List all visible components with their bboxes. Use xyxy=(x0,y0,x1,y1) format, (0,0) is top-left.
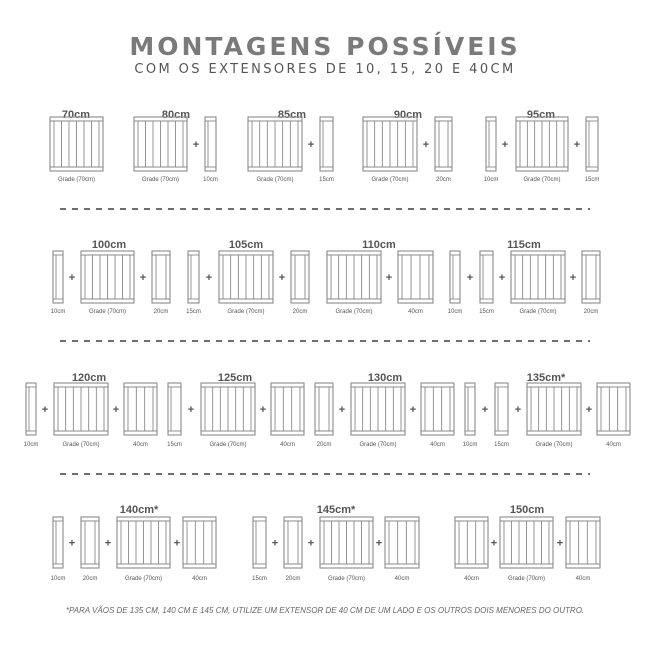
extension-panel xyxy=(566,517,600,582)
panel-caption: 10cm xyxy=(483,177,499,183)
assembly-width-label: 110cm xyxy=(362,239,396,251)
assembly-120cm xyxy=(24,372,157,448)
extension-panel xyxy=(186,251,201,315)
panel-caption: 20cm xyxy=(583,309,599,315)
panel-caption: 20cm xyxy=(316,442,332,448)
assembly-70cm xyxy=(50,109,103,183)
assembly-width-label: 115cm xyxy=(507,239,541,251)
gate-panel xyxy=(500,517,553,582)
panel-frame xyxy=(291,251,309,303)
assembly-130cm xyxy=(315,372,454,448)
gate-panel xyxy=(248,117,302,183)
panel-frame xyxy=(582,251,600,303)
panel-caption: Grade (70cm) xyxy=(124,576,163,582)
gate-panel xyxy=(201,383,255,448)
panel-caption: 40cm xyxy=(133,442,148,448)
plus-sign: + xyxy=(338,404,346,416)
panel-frame xyxy=(385,517,419,568)
panel-caption: Grade (70cm) xyxy=(359,442,397,448)
gate-panel xyxy=(219,251,273,315)
plus-sign: + xyxy=(481,404,489,416)
panel-caption: Grade (70cm) xyxy=(335,309,373,315)
panel-caption: Grade (70cm) xyxy=(227,309,265,315)
panel-caption: 10cm xyxy=(50,576,66,582)
gate-panel xyxy=(327,251,381,315)
plus-sign: + xyxy=(466,272,474,284)
gate-panel xyxy=(50,117,103,183)
gate-panel xyxy=(351,383,405,448)
extension-panel xyxy=(291,251,309,315)
panel-caption: 20cm xyxy=(285,576,301,582)
assembly-width-label: 125cm xyxy=(217,372,253,384)
panel-caption: 40cm xyxy=(430,442,445,448)
extension-panel xyxy=(494,383,509,448)
plus-sign: + xyxy=(375,537,383,550)
panel-caption: Grade (70cm) xyxy=(371,177,409,183)
panel-caption: Grade (70cm) xyxy=(141,177,180,183)
panel-caption: 20cm xyxy=(292,309,308,315)
plus-sign: + xyxy=(112,404,120,416)
extension-panel xyxy=(455,517,488,582)
plus-sign: + xyxy=(205,272,213,284)
assembly-145cm-star xyxy=(252,504,419,582)
panel-frame xyxy=(188,251,199,303)
plus-sign: + xyxy=(585,404,593,416)
assembly-135cm-star xyxy=(463,372,630,448)
extension-panel xyxy=(271,383,304,448)
extension-panel xyxy=(435,117,452,183)
extension-panel xyxy=(124,383,157,448)
gate-panel xyxy=(81,251,134,315)
panel-caption: Grade (70cm) xyxy=(88,309,127,315)
plus-sign: + xyxy=(501,139,509,151)
assembly-125cm xyxy=(167,372,304,448)
panel-frame xyxy=(253,517,266,568)
assembly-110cm xyxy=(327,239,433,315)
assembly-80cm xyxy=(134,109,218,183)
panel-caption: 10cm xyxy=(462,442,478,448)
panel-frame xyxy=(486,117,496,171)
extension-panel xyxy=(167,383,182,448)
panel-caption: Grade (70cm) xyxy=(535,442,573,448)
assembly-95cm xyxy=(484,109,600,183)
extension-panel xyxy=(463,383,478,448)
assembly-width-label: 70cm xyxy=(61,109,91,121)
plus-sign: + xyxy=(104,537,112,550)
panel-frame xyxy=(566,517,600,568)
panel-caption: 15cm xyxy=(494,442,509,448)
panel-caption: 15cm xyxy=(167,442,182,448)
panel-caption: Grade (70cm) xyxy=(62,442,100,448)
footnote: *PARA VÃOS DE 135 CM, 140 CM E 145 CM, UTILIZE UM EXTENSOR DE 40 CM DE UM LADO E OS OUTROS DOIS MENORES DO OUTRO. xyxy=(65,606,585,615)
extension-panel xyxy=(152,251,170,315)
panel-frame xyxy=(183,517,216,568)
plus-sign: + xyxy=(307,139,315,151)
assembly-width-label: 100cm xyxy=(91,239,127,251)
panel-frame xyxy=(53,251,63,303)
panel-caption: 10cm xyxy=(203,177,218,183)
plus-sign: + xyxy=(259,404,267,416)
panel-frame xyxy=(480,251,493,303)
assembly-100cm xyxy=(51,239,170,315)
assembly-width-label: 80cm xyxy=(161,109,191,121)
plus-sign: + xyxy=(278,272,286,284)
gate-panel xyxy=(511,251,565,315)
assembly-width-label: 130cm xyxy=(367,372,403,384)
plus-sign: + xyxy=(573,139,581,151)
plus-sign: + xyxy=(498,272,506,284)
panel-frame xyxy=(152,251,170,303)
plus-sign: + xyxy=(173,537,181,550)
panel-caption: 15cm xyxy=(584,177,600,183)
extension-panel xyxy=(24,383,39,448)
plus-sign: + xyxy=(569,272,577,284)
panel-frame xyxy=(124,383,157,435)
gate-panel xyxy=(516,117,568,183)
panel-frame xyxy=(435,117,452,171)
panel-caption: Grade (70cm) xyxy=(57,177,96,183)
assembly-width-label: 135cm* xyxy=(526,372,566,384)
panel-frame xyxy=(315,383,333,435)
gate-panel xyxy=(320,517,373,582)
extension-panel xyxy=(284,517,302,582)
assembly-115cm xyxy=(448,239,600,315)
extension-panel xyxy=(421,383,454,448)
assembly-width-label: 140cm* xyxy=(119,504,159,516)
panel-frame xyxy=(320,117,333,171)
gate-panel xyxy=(527,383,581,448)
panel-frame xyxy=(205,117,216,171)
panel-frame xyxy=(455,517,488,568)
panel-frame xyxy=(81,517,99,568)
extension-panel xyxy=(319,117,334,183)
panel-frame xyxy=(465,383,475,435)
panel-frame xyxy=(495,383,508,435)
panel-frame xyxy=(421,383,454,435)
panel-caption: 10cm xyxy=(447,309,463,315)
extension-panel xyxy=(385,517,419,582)
panel-caption: 40cm xyxy=(280,442,295,448)
assembly-width-label: 145cm* xyxy=(316,504,356,516)
gate-panel xyxy=(134,117,187,183)
assembly-85cm xyxy=(248,109,334,183)
assembly-width-label: 85cm xyxy=(277,109,307,121)
panel-caption: 20cm xyxy=(436,177,451,183)
plus-sign: + xyxy=(68,537,76,550)
extension-panel xyxy=(479,251,494,315)
plus-sign: + xyxy=(68,272,76,284)
panel-caption: Grade (70cm) xyxy=(327,576,366,582)
extension-panel xyxy=(582,251,600,315)
extension-panel xyxy=(448,251,463,315)
extension-panel xyxy=(597,383,630,448)
panel-frame xyxy=(586,117,598,171)
plus-sign: + xyxy=(385,272,393,284)
plus-sign: + xyxy=(556,537,564,550)
extension-panel xyxy=(203,117,218,183)
assembly-width-label: 105cm xyxy=(228,239,264,251)
panel-frame xyxy=(53,517,63,568)
plus-sign: + xyxy=(271,537,279,550)
panel-caption: 10cm xyxy=(50,309,66,315)
panel-frame xyxy=(597,383,630,435)
plus-sign: + xyxy=(490,537,498,550)
panel-caption: 40cm xyxy=(192,576,207,582)
plus-sign: + xyxy=(422,139,430,151)
plus-sign: + xyxy=(41,404,49,416)
panel-caption: Grade (70cm) xyxy=(519,309,557,315)
panel-caption: 20cm xyxy=(153,309,169,315)
plus-sign: + xyxy=(139,272,147,284)
panel-caption: 20cm xyxy=(82,576,98,582)
panel-caption: 15cm xyxy=(319,177,334,183)
panel-frame xyxy=(284,517,302,568)
panel-caption: 40cm xyxy=(575,576,591,582)
assembly-width-label: 90cm xyxy=(393,109,423,121)
gate-panel xyxy=(117,517,170,582)
gate-panel xyxy=(363,117,417,183)
extension-panel xyxy=(51,517,66,582)
panel-caption: 40cm xyxy=(464,576,479,582)
assembly-150cm xyxy=(455,504,600,582)
panel-frame xyxy=(450,251,460,303)
panel-caption: 15cm xyxy=(479,309,494,315)
plus-sign: + xyxy=(187,404,195,416)
panel-frame xyxy=(168,383,181,435)
assembly-105cm xyxy=(186,239,309,315)
panel-caption: 10cm xyxy=(23,442,39,448)
extension-panel xyxy=(81,517,99,582)
page-title: MONTAGENS POSSÍVEIS xyxy=(129,32,521,61)
plus-sign: + xyxy=(514,404,522,416)
panel-frame xyxy=(271,383,304,435)
plus-sign: + xyxy=(307,537,315,550)
extension-panel xyxy=(484,117,499,183)
extension-panel xyxy=(315,383,333,448)
panel-caption: Grade (70cm) xyxy=(507,576,546,582)
panel-frame xyxy=(26,383,36,435)
panel-caption: 15cm xyxy=(186,309,201,315)
page-subtitle: COM OS EXTENSORES DE 10, 15, 20 E 40CM xyxy=(134,62,516,77)
panel-caption: Grade (70cm) xyxy=(209,442,247,448)
extension-panel xyxy=(252,517,267,582)
assembly-width-label: 150cm xyxy=(509,504,545,516)
extension-panel xyxy=(585,117,600,183)
panel-caption: 40cm xyxy=(408,309,423,315)
panel-caption: 40cm xyxy=(394,576,410,582)
extension-panel xyxy=(51,251,66,315)
assembly-140cm-star xyxy=(51,504,216,582)
extension-panel xyxy=(398,251,433,315)
extension-panel xyxy=(183,517,216,582)
panel-frame xyxy=(398,251,433,303)
panel-caption: 40cm xyxy=(606,442,621,448)
plus-sign: + xyxy=(409,404,417,416)
plus-sign: + xyxy=(192,139,200,151)
panel-caption: 15cm xyxy=(252,576,267,582)
panel-caption: Grade (70cm) xyxy=(256,177,294,183)
assembly-width-label: 120cm xyxy=(71,372,107,384)
assembly-90cm xyxy=(363,109,452,183)
panel-caption: Grade (70cm) xyxy=(523,177,561,183)
assembly-width-label: 95cm xyxy=(526,109,556,121)
gate-panel xyxy=(54,383,108,448)
